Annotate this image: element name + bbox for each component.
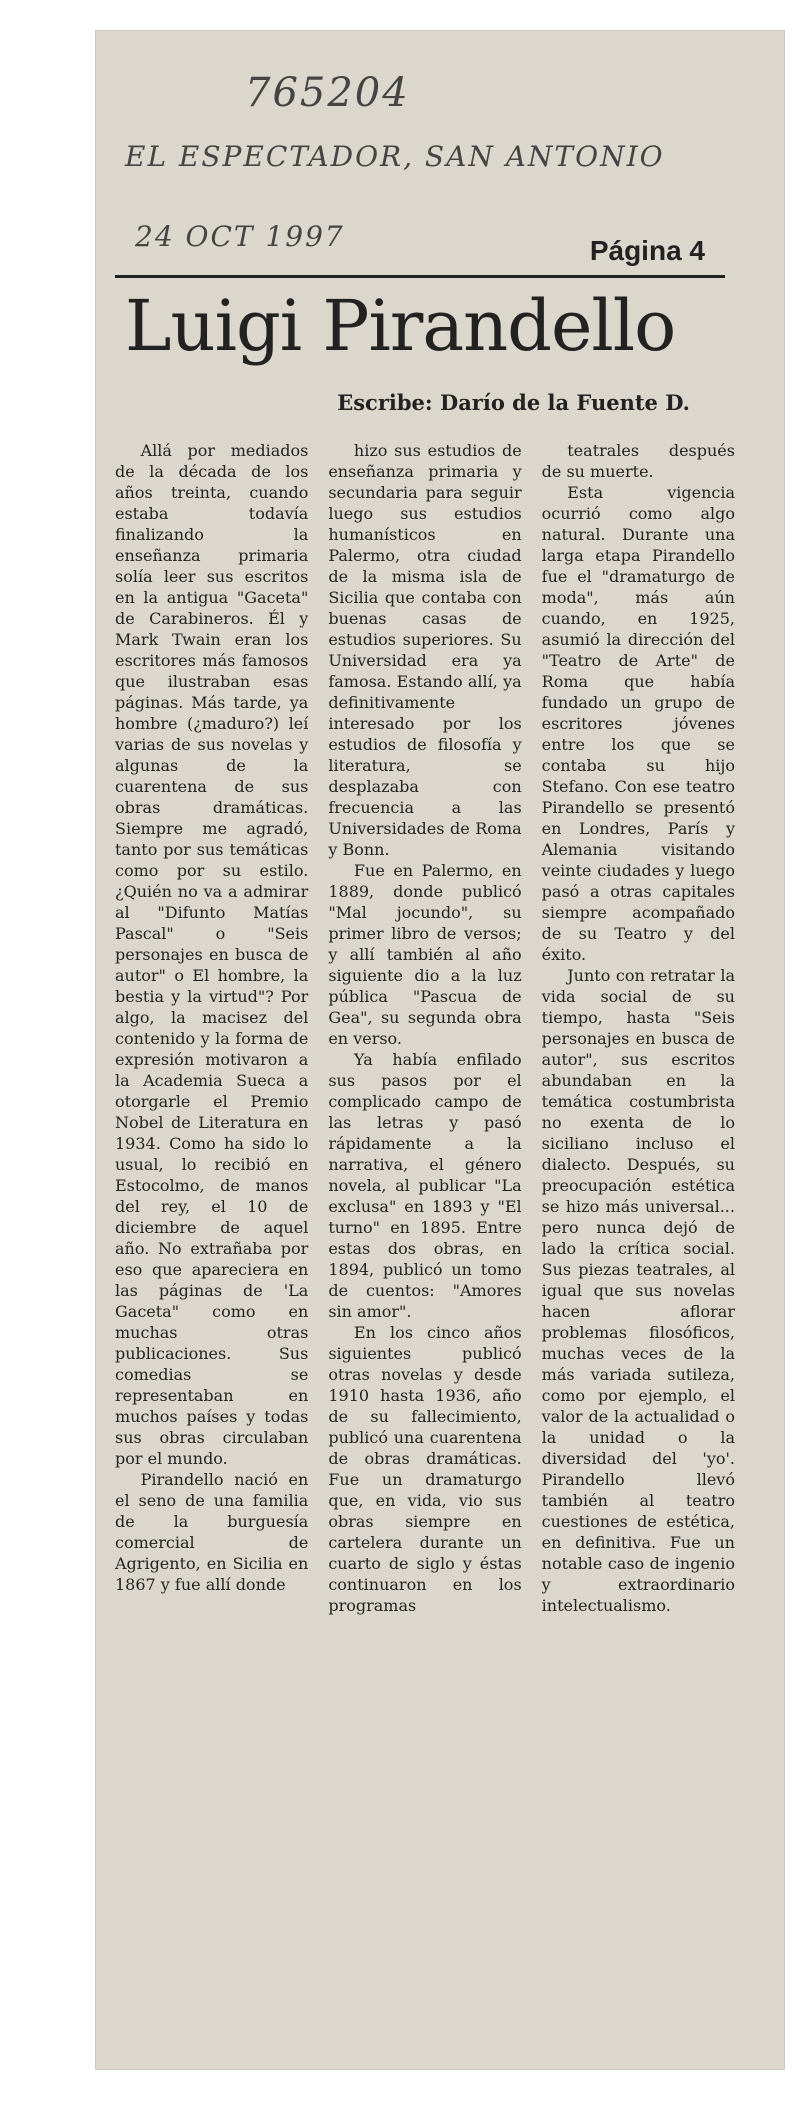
- byline: Escribe: Darío de la Fuente D.: [337, 390, 690, 415]
- column-2: [328, 440, 521, 2000]
- paragraph: Esta vigencia ocurrió como algo natural. Durante una larga etapa Pirandello fue el "dramaturgo de moda", más aún cuando, en 1925, asumió la dirección del "Teatro de Arte" de Roma que había fundado un grupo de escritores jóvenes entre los que se contaba su hijo Stefano. Con ese teatro Pirandello se presentó en Londres, París y Alemania visitando veinte ciudades y luego pasó a otras capitales siempre acompañado de su Teatro y del éxito.: [541, 483, 735, 964]
- paragraph: En los cinco años siguientes publicó otras novelas y desde 1910 hasta 1936, año de su fallecimiento, publicó una cuarentena de obras dramáticas. Fue un dramaturgo que, en vida, vio sus obras siempre en cartelera durante un cuarto de siglo y éstas continuaron en los programas: [328, 1323, 522, 1615]
- column-3: [542, 440, 735, 2000]
- newspaper-clipping: [95, 30, 785, 2070]
- paragraph: Ya había enfilado sus pasos por el complicado campo de las letras y pasó rápidamente a la narrativa, el género novela, al publicar "La exclusa" en 1893 y "El turno" en 1895. Entre estas dos obras, en 1894, publicó un tomo de cuentos: "Amores sin amor".: [328, 1050, 522, 1321]
- paragraph: Junto con retratar la vida social de su tiempo, hasta "Seis personajes en busca de autor", sus escritos abundaban en la temática costumbrista no exenta de lo siciliano incluso el dialecto. Después, su preocupación estética se hizo más universal... pero nunca dejó de lado la crítica social. Sus piezas teatrales, al igual que sus novelas hacen aflorar problemas filosóficos, muchas veces de la más variada sutileza, como por ejemplo, el valor de la actualidad o la unidad o la diversidad del 'yo'. Pirandello llevó también al teatro cuestiones de estética, en definitiva. Fue un notable caso de ingenio y extraordinario intelectualismo.: [541, 966, 735, 1615]
- handwritten-id-number: 765204: [245, 70, 410, 116]
- paragraph: Allá por mediados de la década de los años treinta, cuando estaba todavía finalizando la enseñanza primaria solía leer sus escritos en la antigua "Gaceta" de Carabineros. Él y Mark Twain eran los escritores más famosos que ilustraban esas páginas. Más tarde, ya hombre (¿maduro?) leí varias de sus novelas y algunas de la cuarentena de sus obras dramáticas. Siempre me agradó, tanto por sus temáticas como por su estilo. ¿Quién no va a admirar al "Difunto Matías Pascal" o "Seis personajes en busca de autor" o El hombre, la bestia y la virtud"? Por algo, la macisez del contenido y la forma de expresión motivaron a la Academia Sueca a otorgarle el Premio Nobel de Literatura en 1934. Como ha sido lo usual, lo recibió en Estocolmo, de manos del rey, el 10 de diciembre de aquel año. No extrañaba por eso que apareciera en las páginas de 'La Gaceta" como en muchas otras publicaciones. Sus comedias se representaban en muchos países y todas sus obras circulaban por el mundo.: [115, 441, 309, 1468]
- handwritten-source: EL ESPECTADOR, SAN ANTONIO: [125, 140, 665, 173]
- paragraph: Fue en Palermo, en 1889, donde publicó "Mal jocundo", su primer libro de versos; y allí también al año siguiente dio a la luz pública "Pascua de Gea", su segunda obra en verso.: [328, 861, 522, 1048]
- paragraph: hizo sus estudios de enseñanza primaria y secundaria para seguir luego sus estudios humanísticos en Palermo, otra ciudad de la misma isla de Sicilia que contaba con buenas casas de estudios superiores. Su Universidad era ya famosa. Estando allí, ya definitivamente interesado por los estudios de filosofía y literatura, se desplazaba con frecuencia a las Universidades de Roma y Bonn.: [328, 441, 522, 859]
- handwritten-date: 24 OCT 1997: [135, 220, 345, 253]
- article-columns: [115, 440, 735, 2000]
- page-label: Página 4: [589, 235, 705, 266]
- paragraph: Pirandello nació en el seno de una familia de la burguesía comercial de Agrigento, en Sicilia en 1867 y fue allí donde: [115, 1470, 309, 1594]
- headline: Luigi Pirandello: [125, 285, 676, 367]
- header-rule: [115, 275, 725, 278]
- paragraph: teatrales después de su muerte.: [541, 441, 735, 481]
- column-1: [115, 440, 308, 2000]
